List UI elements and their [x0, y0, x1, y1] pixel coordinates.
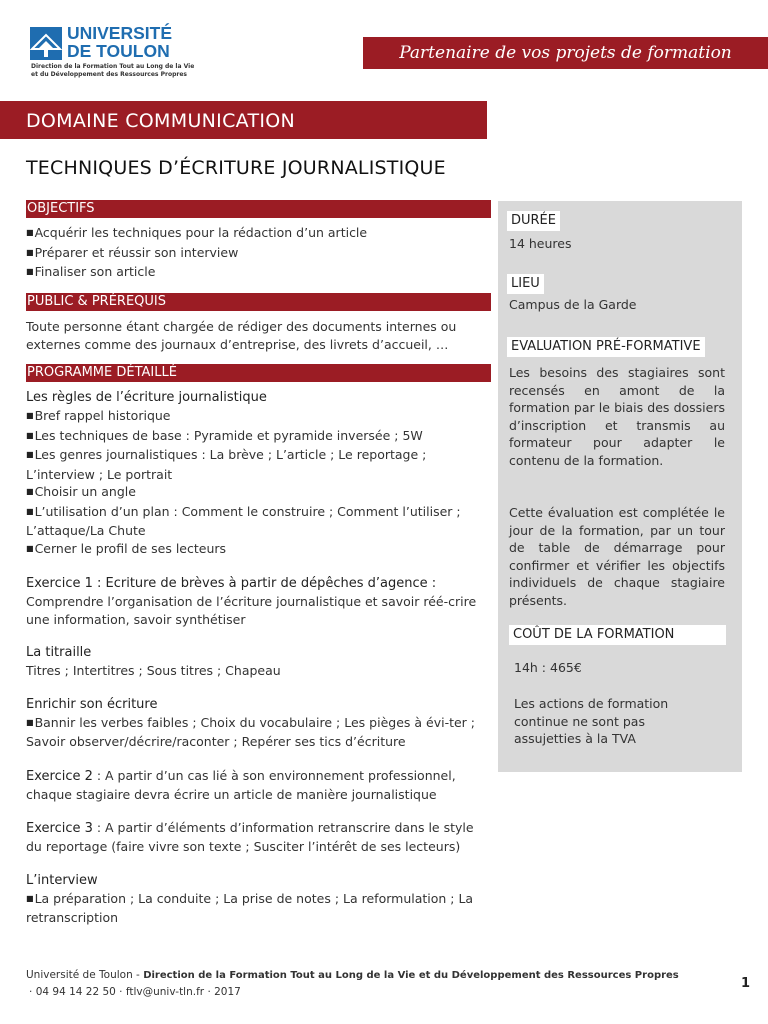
list-item: ■ Finaliser son article [26, 263, 496, 283]
duree-label: DURÉE [507, 211, 560, 231]
public-text: Toute personne étant chargée de rédiger des documents internes ou externes comme des journaux d’entreprise, des livrets d’accueil, … [26, 319, 457, 352]
page-number: 1 [741, 976, 751, 991]
footer-line-2: · 04 94 14 22 50 · ftlv@univ-tln.fr · 2017 [29, 986, 241, 998]
lieu-label: LIEU [507, 274, 544, 294]
footer-direction: Direction de la Formation Tout au Long de la Vie et du Développement des Ressources Propres [143, 970, 679, 981]
exercice1-text: Comprendre l’organisation de l’écriture journalistique et savoir réé-crire une information, savoir synthétiser [26, 594, 477, 627]
programme-content [26, 389, 496, 927]
interview-list [26, 890, 491, 927]
university-name: UNIVERSITÉ DE TOULON [67, 23, 173, 61]
exercice1-title: Exercice 1 : Ecriture de brèves à partir de dépêches d’agence : [26, 576, 437, 591]
footer-line-1: Université de Toulon - Direction de la Formation Tout au Long de la Vie et du Développement des Ressources Propres [26, 969, 679, 981]
cout-label: COÛT DE LA FORMATION [509, 625, 726, 645]
footer-email[interactable]: ftlv@univ-tln.fr [125, 986, 205, 998]
page-title: TECHNIQUES D’ÉCRITURE JOURNALISTIQUE [26, 157, 446, 179]
titraille-text: Titres ; Intertitres ; Sous titres ; Chapeau [26, 663, 281, 678]
interview-title: L’interview [26, 872, 98, 888]
evaluation-paragraph-1: Les besoins des stagiaires sont recensés en amont de la formation par le biais des dossiers d’inscription et transmis au formateur pour adapter le contenu de la formation. [509, 365, 725, 468]
programme-heading: PROGRAMME DÉTAILLÉ [26, 364, 491, 382]
titraille-title: La titraille [26, 645, 92, 660]
exercice2 [26, 767, 491, 804]
list-item: ■ Les techniques de base : Pyramide et pyramide inversée ; 5W [26, 427, 491, 447]
duree-value: 14 heures [509, 236, 572, 251]
list-item: ■ La préparation ; La conduite ; La prise de notes ; La reformulation ; La retranscription [26, 890, 491, 927]
tagline-banner: Partenaire de vos projets de formation [363, 37, 768, 69]
enrichir-title: Enrichir son écriture [26, 696, 158, 712]
evaluation-paragraph-2: Cette évaluation est complétée le jour de la formation, par un tour de table de démarrage pour confirmer et vérifier les objectifs individuels de chaque stagiaire présents. [509, 505, 725, 608]
public-heading: PUBLIC & PRÉREQUIS [26, 293, 491, 311]
list-item: ■ Les genres journalistiques : La brève ; L’article ; Le reportage ; L’interview ; Le portrait [26, 446, 491, 483]
objectifs-list [26, 224, 496, 283]
list-item: ■ L’utilisation d’un plan : Comment le construire ; Comment l’utiliser ; L’attaque/La Chute [26, 503, 491, 540]
regles-title: Les règles de l’écriture journalistique [26, 390, 267, 405]
cout-value: 14h : 465€ [514, 660, 582, 675]
university-logo-icon [30, 27, 62, 60]
exercice3-text: : A partir d’éléments d’information retranscrire dans le style du reportage (faire vivre son texte ; Susciter l’intérêt de ses lecteurs) [26, 820, 474, 854]
footer-year: 2017 [214, 986, 241, 998]
cout-note: Les actions de formation continue ne sont pas assujetties à la TVA [514, 696, 669, 746]
list-item: ■ Bannir les verbes faibles ; Choix du vocabulaire ; Les pièges à évi-ter ; Savoir observer/décrire/raconter ; Repérer ses tics d’écriture [26, 714, 491, 751]
university-direction-subtitle: Direction de la Formation Tout au Long de la Vie et du Développement des Ressources Propres [31, 63, 195, 78]
list-item: ■ Choisir un angle [26, 483, 491, 503]
enrichir-list [26, 714, 491, 751]
list-item: ■ Bref rappel historique [26, 407, 491, 427]
footer-phone: 04 94 14 22 50 [35, 986, 116, 998]
objectifs-heading: OBJECTIFS [26, 200, 491, 218]
list-item: ■ Préparer et réussir son interview [26, 244, 496, 264]
lieu-value: Campus de la Garde [509, 297, 637, 312]
exercice3-label: Exercice 3 [26, 821, 93, 836]
regles-list [26, 407, 491, 559]
exercice2-text: : A partir d’un cas lié à son environnement professionnel, chaque stagiaire devra écrire un article de manière journalistique [26, 767, 456, 802]
exercice2-label: Exercice 2 [26, 768, 93, 784]
domain-banner: DOMAINE COMMUNICATION [0, 101, 487, 139]
info-sidebar [498, 201, 742, 772]
list-item: ■ Acquérir les techniques pour la rédaction d’un article [26, 224, 496, 244]
footer-university: Université de Toulon [26, 969, 133, 981]
exercice3 [26, 819, 491, 856]
list-item: ■ Cerner le profil de ses lecteurs [26, 540, 491, 560]
evaluation-label: EVALUATION PRÉ-FORMATIVE [507, 337, 705, 357]
